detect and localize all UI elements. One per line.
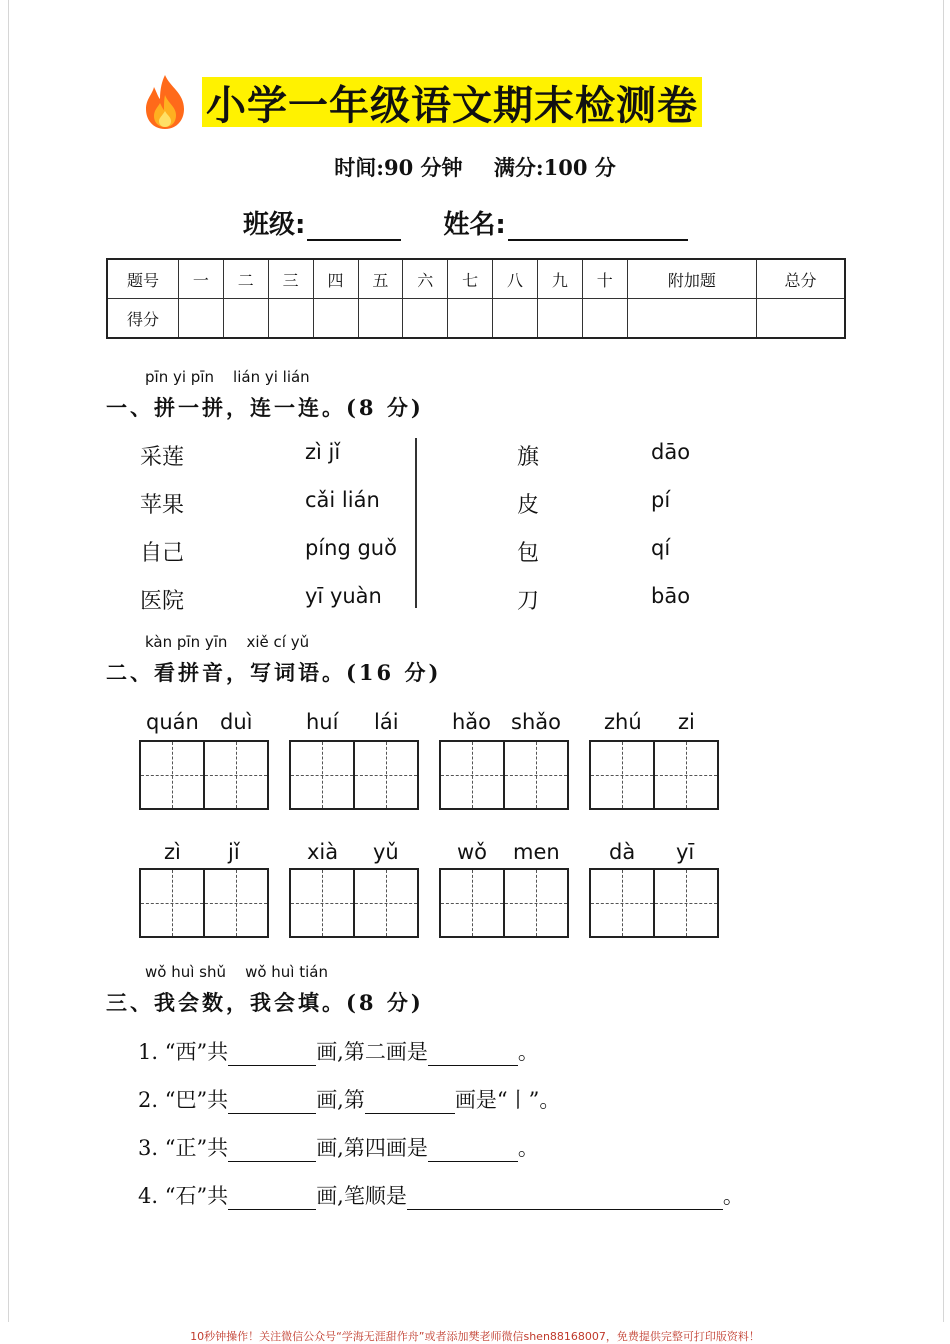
score-cell[interactable]: [582, 299, 627, 339]
title-area: [140, 72, 702, 132]
q3-blank-2[interactable]: [428, 1139, 518, 1162]
left-word: 苹果: [140, 493, 185, 518]
q4-text-a: 4. “石”共: [138, 1184, 229, 1208]
tianzige-cell[interactable]: [439, 868, 505, 938]
score-header-cell: 十: [582, 259, 627, 299]
tianzige-cell[interactable]: [139, 740, 205, 810]
score-header-cell: 八: [493, 259, 538, 299]
score-value-row: [107, 299, 845, 339]
question-1: [138, 1036, 539, 1066]
grid-pinyin: quán: [146, 710, 199, 734]
section1-heading: 一、拼一拼，连一连。(8 分): [106, 395, 424, 420]
class-name-fields: [243, 204, 688, 241]
score-cell[interactable]: [538, 299, 583, 339]
tianzige-cell[interactable]: [505, 740, 569, 810]
column-divider: [415, 438, 417, 608]
score-cell[interactable]: [358, 299, 403, 339]
left-word: 采莲: [140, 445, 185, 470]
q2-text-b: 画,第: [316, 1088, 365, 1112]
right-pinyin: qí: [651, 536, 671, 560]
full-score-info: 满分:100 分: [493, 155, 616, 180]
score-cell[interactable]: [313, 299, 358, 339]
tianzige-cell[interactable]: [439, 740, 505, 810]
q1-blank-1[interactable]: [228, 1043, 316, 1066]
q1-blank-2[interactable]: [428, 1043, 518, 1066]
q3-text-c: 。: [517, 1136, 539, 1160]
left-pinyin: píng guǒ: [305, 536, 397, 560]
grid-pinyin: zì: [164, 840, 181, 864]
right-pinyin: bāo: [651, 584, 691, 608]
section2-heading: 二、看拼音，写词语。(16 分): [106, 660, 442, 685]
tianzige-cell[interactable]: [205, 740, 269, 810]
tianzige-cell[interactable]: [505, 868, 569, 938]
title-highlight: [202, 77, 702, 127]
class-blank[interactable]: [307, 213, 401, 241]
score-cell[interactable]: [268, 299, 313, 339]
left-pinyin: zì jǐ: [305, 440, 341, 464]
grid-pinyin: yī: [676, 840, 695, 864]
score-cell[interactable]: [627, 299, 756, 339]
section3-heading: 三、我会数，我会填。(8 分): [106, 990, 424, 1015]
right-pinyin: dāo: [651, 440, 691, 464]
q4-blank-1[interactable]: [228, 1187, 316, 1210]
q2-text-a: 2. “巴”共: [138, 1088, 229, 1112]
score-header-cell: 一: [179, 259, 224, 299]
q3-text-b: 画,第四画是: [316, 1136, 428, 1160]
exam-meta: [0, 152, 950, 182]
grid-pinyin: zhú: [604, 710, 642, 734]
score-cell[interactable]: [493, 299, 538, 339]
q2-blank-1[interactable]: [228, 1091, 316, 1114]
q1-text-a: 1. “西”共: [138, 1040, 229, 1064]
score-header-cell: 三: [268, 259, 313, 299]
score-cell[interactable]: [223, 299, 268, 339]
question-2: [138, 1084, 560, 1114]
score-cell[interactable]: [179, 299, 224, 339]
grid-pinyin: jǐ: [228, 840, 240, 864]
right-char: 皮: [517, 493, 540, 518]
score-cell[interactable]: [448, 299, 493, 339]
writing-grid[interactable]: [139, 740, 269, 810]
q4-text-c: 。: [722, 1184, 744, 1208]
question-4: [138, 1180, 744, 1210]
section2-pinyin: kàn pīn yīn xiě cí yǔ: [145, 633, 310, 651]
score-header-cell: 附加题: [627, 259, 756, 299]
q4-text-b: 画,笔顺是: [316, 1184, 407, 1208]
tianzige-cell[interactable]: [355, 868, 419, 938]
score-header-cell: 九: [538, 259, 583, 299]
score-header-cell: 总分: [757, 259, 845, 299]
grid-pinyin: shǎo: [511, 710, 561, 734]
footer-notice: 10秒钟操作！关注微信公众号“学海无涯甜作舟”或者添加樊老师微信shen88168007，免费提供完整可打印版资料！: [190, 1330, 760, 1343]
class-label: 班级:: [243, 210, 306, 240]
section1-pinyin: pīn yi pīn lián yi lián: [145, 368, 310, 386]
grid-pinyin: xià: [307, 840, 339, 864]
fire-icon: [140, 73, 190, 131]
q2-text-c: 画是“丨”。: [454, 1088, 561, 1112]
tianzige-cell[interactable]: [289, 740, 355, 810]
grid-pinyin: yǔ: [373, 840, 399, 864]
left-word: 自己: [140, 541, 185, 566]
writing-grid[interactable]: [589, 740, 719, 810]
tianzige-cell[interactable]: [205, 868, 269, 938]
tianzige-cell[interactable]: [655, 868, 719, 938]
right-pinyin: pí: [651, 488, 671, 512]
writing-grid[interactable]: [439, 740, 569, 810]
q1-text-c: 。: [517, 1040, 539, 1064]
grid-pinyin: men: [513, 840, 560, 864]
section3-pinyin: wǒ huì shǔ wǒ huì tián: [145, 963, 328, 981]
grid-pinyin: duì: [220, 710, 253, 734]
writing-grid[interactable]: [439, 868, 569, 938]
grid-pinyin: wǒ: [457, 840, 488, 864]
score-header-cell: 七: [448, 259, 493, 299]
score-header-cell: 六: [403, 259, 448, 299]
question-3: [138, 1132, 539, 1162]
page-title: 小学一年级语文期末检测卷: [206, 82, 698, 129]
tianzige-cell[interactable]: [655, 740, 719, 810]
q3-blank-1[interactable]: [228, 1139, 316, 1162]
score-table: [106, 258, 846, 339]
time-info: 时间:90 分钟: [334, 155, 463, 180]
score-row-label: 得分: [107, 299, 179, 339]
score-cell[interactable]: [757, 299, 845, 339]
score-header-cell: 二: [223, 259, 268, 299]
name-label: 姓名:: [443, 210, 506, 240]
writing-grid[interactable]: [139, 868, 269, 938]
left-pinyin: yī yuàn: [305, 584, 382, 608]
score-cell[interactable]: [403, 299, 448, 339]
left-pinyin: cǎi lián: [305, 488, 380, 512]
grid-pinyin: zi: [678, 710, 695, 734]
score-header-row: [107, 259, 845, 299]
grid-pinyin: dà: [609, 840, 636, 864]
grid-pinyin: hǎo: [452, 710, 492, 734]
tianzige-cell[interactable]: [289, 868, 355, 938]
score-header-cell: 五: [358, 259, 403, 299]
tianzige-cell[interactable]: [355, 740, 419, 810]
q2-blank-2[interactable]: [365, 1091, 455, 1114]
right-char: 包: [517, 541, 540, 566]
name-blank[interactable]: [508, 213, 688, 241]
q3-text-a: 3. “正”共: [138, 1136, 229, 1160]
tianzige-cell[interactable]: [139, 868, 205, 938]
q4-blank-2[interactable]: [407, 1187, 723, 1210]
writing-grid[interactable]: [289, 740, 419, 810]
right-char: 刀: [517, 589, 540, 614]
tianzige-cell[interactable]: [589, 868, 655, 938]
writing-grid[interactable]: [289, 868, 419, 938]
score-header-cell: 四: [313, 259, 358, 299]
score-header-cell: 题号: [107, 259, 179, 299]
q1-text-b: 画,第二画是: [316, 1040, 428, 1064]
grid-pinyin: lái: [374, 710, 399, 734]
left-word: 医院: [140, 589, 185, 614]
tianzige-cell[interactable]: [589, 740, 655, 810]
right-char: 旗: [517, 445, 540, 470]
writing-grid[interactable]: [589, 868, 719, 938]
grid-pinyin: huí: [306, 710, 339, 734]
